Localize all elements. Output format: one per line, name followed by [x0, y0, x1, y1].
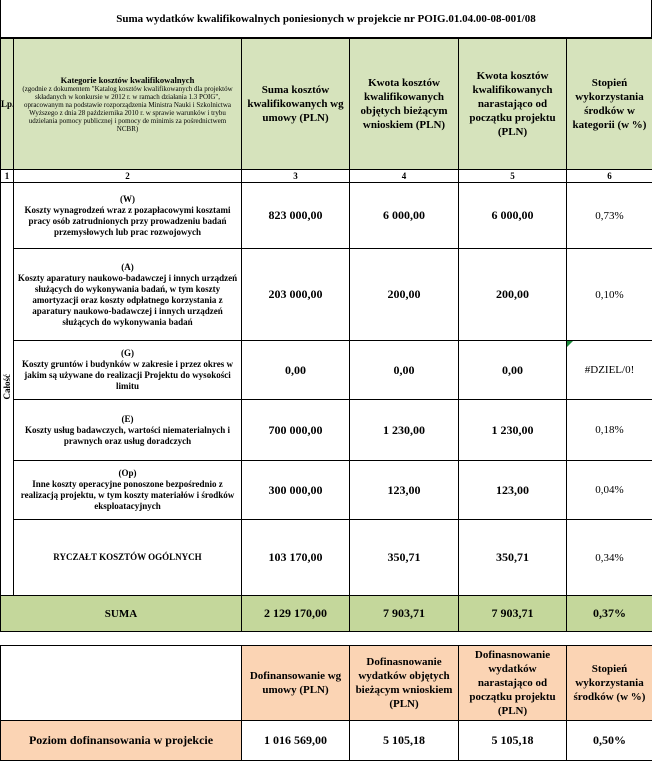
- colnum-2[interactable]: 2: [14, 170, 242, 183]
- sum-label[interactable]: SUMA: [1, 596, 242, 632]
- kwota-biezaca-cell[interactable]: 1 230,00: [350, 400, 459, 461]
- kwota-biezaca-cell[interactable]: 123,00: [350, 461, 459, 520]
- funding-val4[interactable]: 5 105,18: [350, 721, 459, 761]
- category-label: Koszty usług badawczych, wartości niematerialnych i prawnych oraz usług doradczych: [16, 425, 239, 447]
- category-code: (Op): [16, 468, 239, 479]
- header-lp[interactable]: Lp.: [1, 39, 14, 170]
- category-code: (A): [16, 262, 239, 273]
- suma-cell[interactable]: 700 000,00: [242, 400, 350, 461]
- header-col6[interactable]: Stopień wykorzystania środków w kategorii (w %): [567, 39, 652, 170]
- stopien-cell[interactable]: 0,10%: [567, 249, 652, 341]
- error-indicator-icon[interactable]: [567, 341, 573, 347]
- costs-table: [0, 38, 652, 632]
- stopien-value: #DZIEL/0!: [585, 364, 634, 376]
- funding-val6[interactable]: 0,50%: [567, 721, 652, 761]
- header-category-note: (zgodnie z dokumentem "Katalog kosztów kwalifikowanych dla projektów składanych w konkursie w 2012 r. w ramach działania 1.3 POIG", opracowanym na podstawie rozporządzenia Ministra Nauki i Szkolnictwa Wyższego z dnia 28 października 2010 r. w sprawie warunków i trybu udzielania pomocy publicznej i pomocy de minimis za pośrednictwem NCBR): [18, 85, 237, 133]
- header-category-title: Kategorie kosztów kwalifikowalnych: [18, 75, 237, 85]
- table-row: [1, 249, 652, 341]
- suma-cell[interactable]: 300 000,00: [242, 461, 350, 520]
- funding-val5[interactable]: 5 105,18: [459, 721, 567, 761]
- kwota-narastajaco-cell[interactable]: 200,00: [459, 249, 567, 341]
- category-code: (W): [16, 194, 239, 205]
- funding-row-label[interactable]: Poziom dofinansowania w projekcie: [1, 721, 242, 761]
- category-label: Koszty wynagrodzeń wraz z pozapłacowymi kosztami pracy osób zatrudnionych przy prowadzeniu badań przemysłowych lub prac rozwojowych: [16, 205, 239, 238]
- category-cell[interactable]: [14, 249, 242, 341]
- header-col5[interactable]: Kwota kosztów kwalifikowanych narastająco od początku projektu (PLN): [459, 39, 567, 170]
- colnum-6[interactable]: 6: [567, 170, 652, 183]
- category-cell[interactable]: [14, 461, 242, 520]
- category-label: Inne koszty operacyjne ponoszone bezpośrednio z realizacją projektu, w tym koszty materiałów i środków eksploatacyjnych: [16, 479, 239, 512]
- funding-header-col5[interactable]: Dofinasnowanie wydatków narastająco od początku projektu (PLN): [459, 646, 567, 721]
- category-code: (G): [16, 348, 239, 359]
- header-col3[interactable]: Suma kosztów kwalifikowanych wg umowy (PLN): [242, 39, 350, 170]
- suma-cell[interactable]: 103 170,00: [242, 520, 350, 596]
- category-cell[interactable]: [14, 520, 242, 596]
- category-code: (E): [16, 414, 239, 425]
- kwota-narastajaco-cell[interactable]: 123,00: [459, 461, 567, 520]
- stopien-cell[interactable]: 0,04%: [567, 461, 652, 520]
- category-cell[interactable]: [14, 183, 242, 249]
- table-row: [1, 341, 652, 400]
- funding-header-col6[interactable]: Stopień wykorzystania środków (w %): [567, 646, 652, 721]
- category-label: RYCZAŁT KOSZTÓW OGÓLNYCH: [16, 552, 239, 563]
- funding-header-col4[interactable]: Dofinasnowanie wydatków objętych bieżącym wnioskiem (PLN): [350, 646, 459, 721]
- funding-header-blank[interactable]: [1, 646, 242, 721]
- stopien-cell[interactable]: 0,34%: [567, 520, 652, 596]
- stopien-cell[interactable]: 0,73%: [567, 183, 652, 249]
- sum-kwota-biezaca-cell[interactable]: 7 903,71: [350, 596, 459, 632]
- side-label: Całość: [2, 374, 12, 400]
- header-col4[interactable]: Kwota kosztów kwalifikowanych objętych bieżącym wnioskiem (PLN): [350, 39, 459, 170]
- funding-table: [0, 645, 652, 761]
- funding-row: [1, 721, 652, 761]
- sum-kwota-narastajaco-cell[interactable]: 7 903,71: [459, 596, 567, 632]
- funding-header-row: [1, 646, 652, 721]
- header-row: [1, 39, 652, 170]
- stopien-cell[interactable]: 0,18%: [567, 400, 652, 461]
- kwota-narastajaco-cell[interactable]: 350,71: [459, 520, 567, 596]
- colnum-4[interactable]: 4: [350, 170, 459, 183]
- colnum-3[interactable]: 3: [242, 170, 350, 183]
- table-row: [1, 183, 652, 249]
- kwota-narastajaco-cell[interactable]: 0,00: [459, 341, 567, 400]
- category-label: Koszty aparatury naukowo-badawczej i innych urządzeń służących do wykonywania badań, w tym koszty amortyzacji oraz koszty odpłatnego korzystania z aparatury naukowo-badawczej i innych urządzeń służących do wykonywania badań: [16, 273, 239, 328]
- colnum-1[interactable]: 1: [1, 170, 14, 183]
- suma-cell[interactable]: 203 000,00: [242, 249, 350, 341]
- table-row: [1, 520, 652, 596]
- kwota-biezaca-cell[interactable]: 350,71: [350, 520, 459, 596]
- suma-cell[interactable]: 0,00: [242, 341, 350, 400]
- funding-header-col3[interactable]: Dofinansowanie wg umowy (PLN): [242, 646, 350, 721]
- sum-stopien-cell[interactable]: 0,37%: [567, 596, 652, 632]
- title-bar: [0, 0, 652, 38]
- stopien-cell[interactable]: [567, 341, 652, 400]
- header-category[interactable]: [14, 39, 242, 170]
- kwota-narastajaco-cell[interactable]: 6 000,00: [459, 183, 567, 249]
- table-row: [1, 461, 652, 520]
- kwota-biezaca-cell[interactable]: 200,00: [350, 249, 459, 341]
- sheet-title[interactable]: Suma wydatków kwalifikowalnych poniesionych w projekcie nr POIG.01.04.00-08-001/08: [1, 0, 652, 38]
- kwota-biezaca-cell[interactable]: 0,00: [350, 341, 459, 400]
- category-cell[interactable]: [14, 400, 242, 461]
- sum-suma-cell[interactable]: 2 129 170,00: [242, 596, 350, 632]
- suma-cell[interactable]: 823 000,00: [242, 183, 350, 249]
- table-row: [1, 400, 652, 461]
- kwota-biezaca-cell[interactable]: 6 000,00: [350, 183, 459, 249]
- kwota-narastajaco-cell[interactable]: 1 230,00: [459, 400, 567, 461]
- sum-row: [1, 596, 652, 632]
- funding-val3[interactable]: 1 016 569,00: [242, 721, 350, 761]
- category-label: Koszty gruntów i budynków w zakresie i przez okres w jakim są używane do realizacji Projektu do wysokości limitu: [16, 359, 239, 392]
- category-cell[interactable]: [14, 341, 242, 400]
- column-number-row: [1, 170, 652, 183]
- side-label-cell[interactable]: [1, 183, 14, 596]
- colnum-5[interactable]: 5: [459, 170, 567, 183]
